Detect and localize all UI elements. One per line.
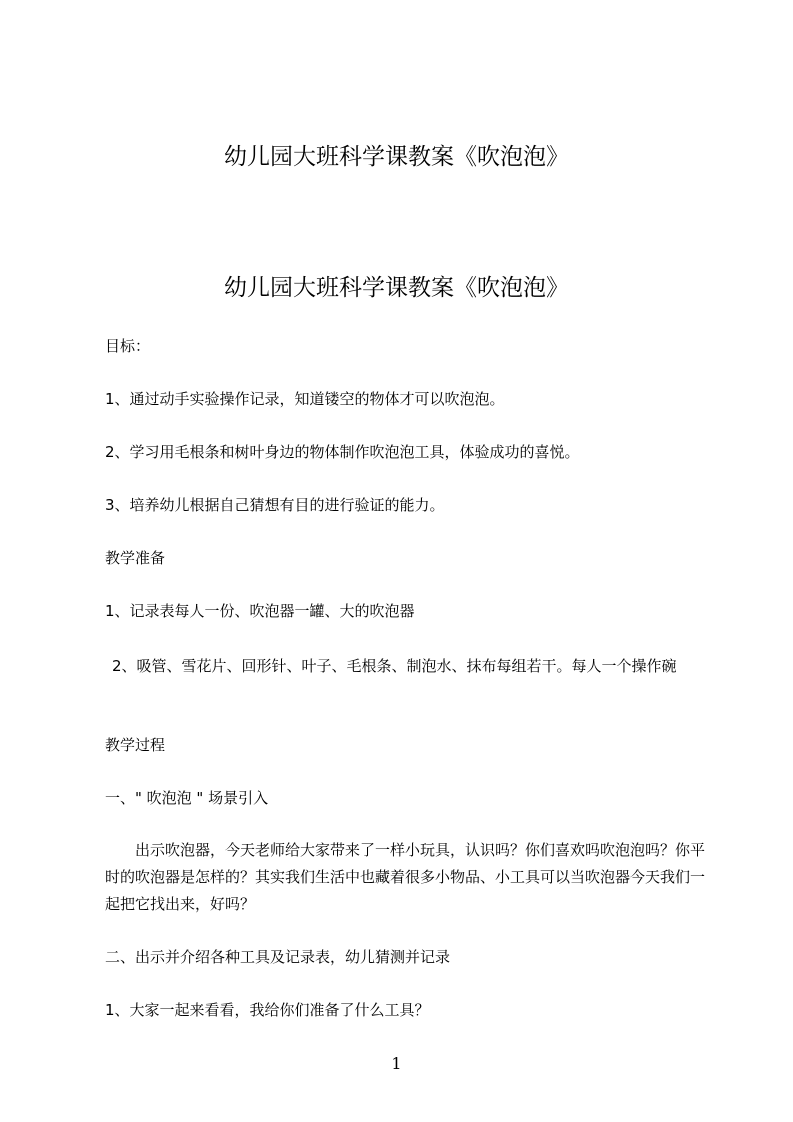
paragraph-section-1-body: 出示吹泡器，今天老师给大家带来了一样小玩具，认识吗？你们喜欢吗吹泡泡吗？你平时的吹泡器是怎样的？其实我们生活中也藏着很多小物品、小工具可以当吹泡器今天我们一起把它找出来，好吗？ [105, 841, 706, 913]
paragraph-goal-1: 1、通过动手实验操作记录，知道镂空的物体才可以吹泡泡。 [105, 390, 505, 408]
paragraph-goal-3: 3、培养幼儿根据自己猜想有目的进行验证的能力。 [105, 496, 445, 514]
paragraph-preparation-1: 1、记录表每人一份、吹泡器一罐、大的吹泡器 [105, 602, 415, 620]
paragraph-section-1-heading: 一、" 吹泡泡 " 场景引入 [105, 789, 269, 807]
page-number: 1 [391, 1054, 402, 1073]
paragraph-goals-heading: 目标： [105, 337, 151, 355]
document-title: 幼儿园大班科学课教案《吹泡泡》 [224, 275, 569, 301]
paragraph-section-2-step-1: 1、大家一起来看看，我给你们准备了什么工具？ [105, 1001, 430, 1019]
paragraph-goal-2: 2、学习用毛根条和树叶身边的物体制作吹泡泡工具，体验成功的喜悦。 [105, 443, 580, 461]
paragraph-preparation-heading: 教学准备 [105, 549, 166, 567]
paragraph-preparation-2: 2、吸管、雪花片、回形针、叶子、毛根条、制泡水、抹布每组若干。每人一个操作碗 [112, 657, 677, 675]
paragraph-section-2-heading: 二、出示并介绍各种工具及记录表，幼儿猜测并记录 [105, 948, 451, 966]
paragraph-process-heading: 教学过程 [105, 736, 166, 754]
document-title-header: 幼儿园大班科学课教案《吹泡泡》 [224, 144, 569, 170]
